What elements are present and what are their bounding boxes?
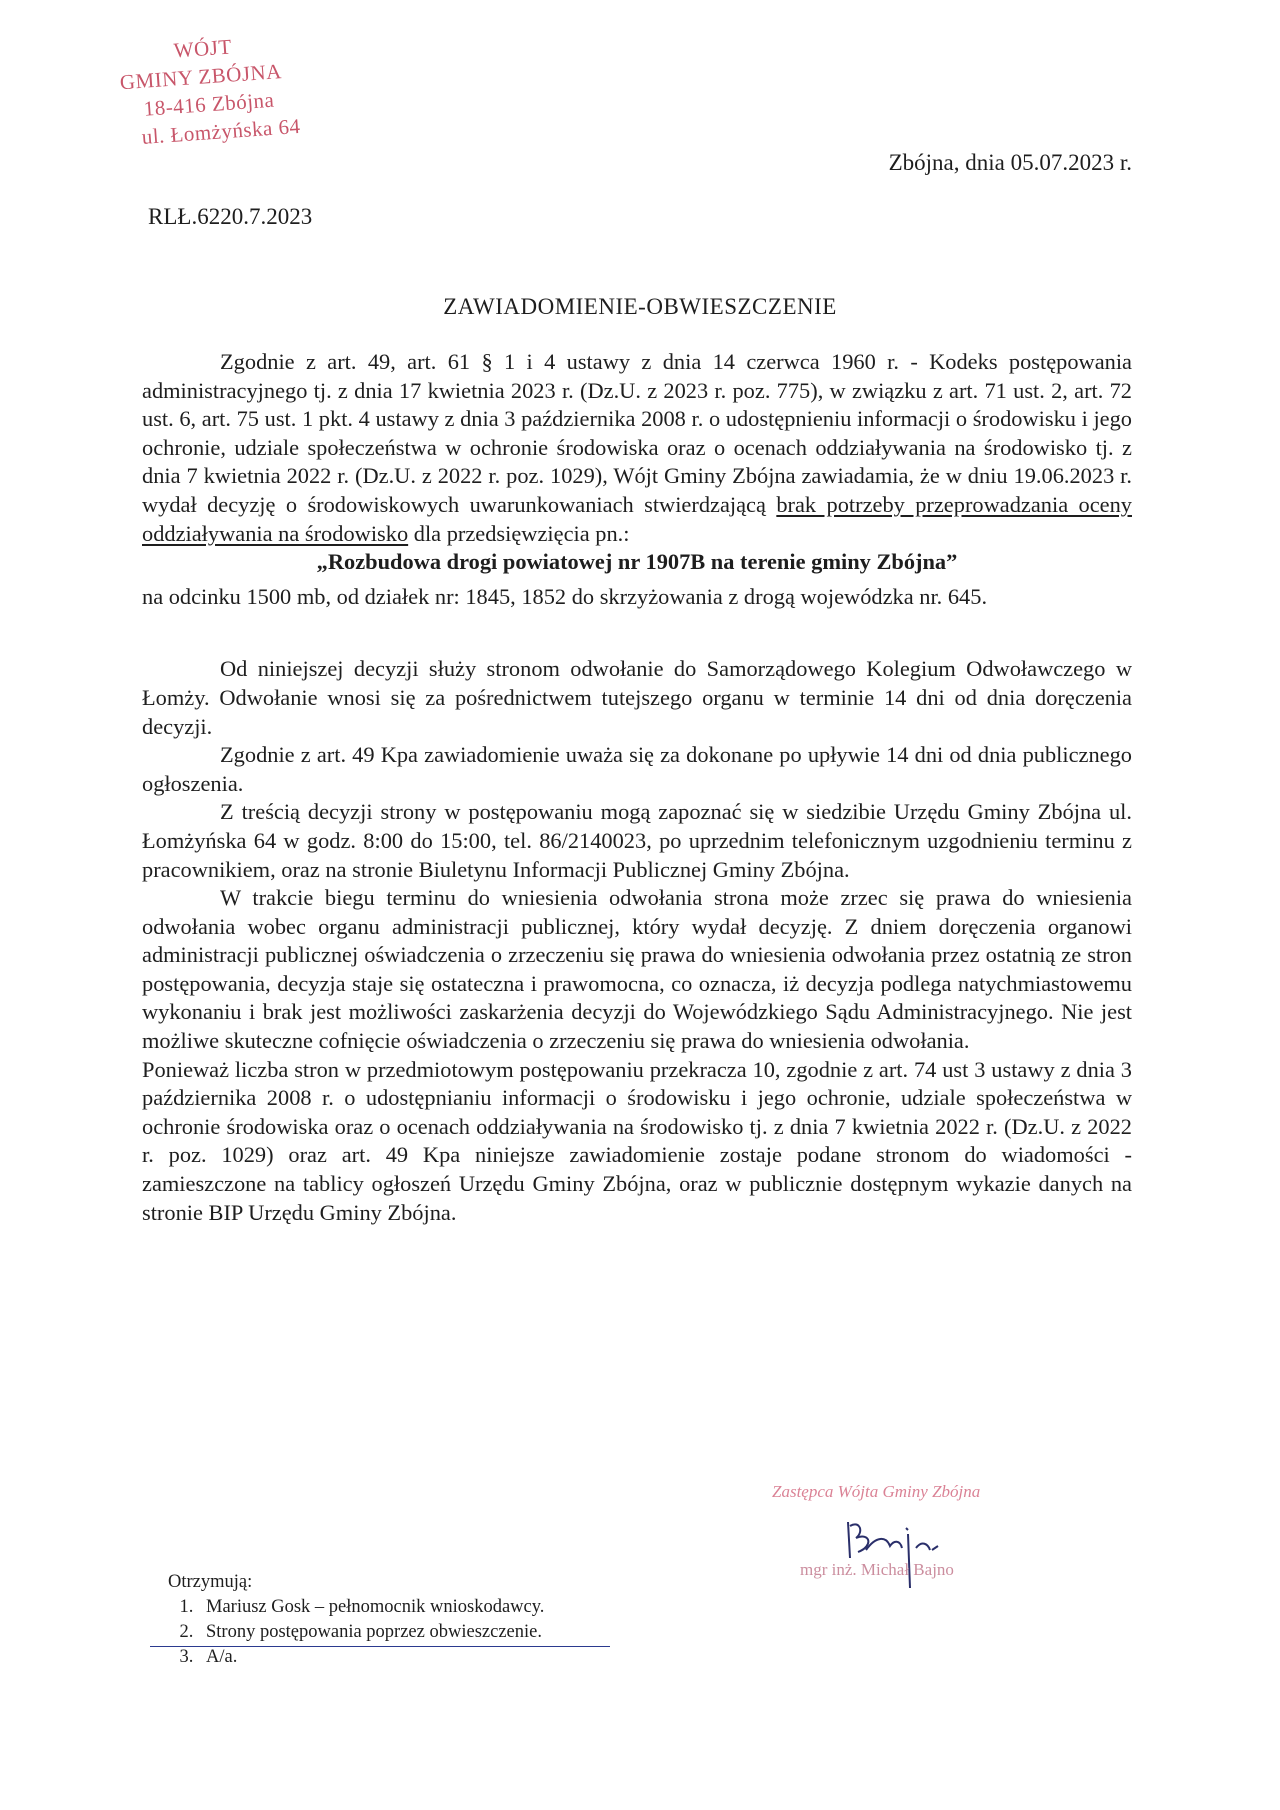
recipients-list bbox=[168, 1570, 544, 1670]
recipients-items bbox=[168, 1595, 544, 1670]
recipient-item: 3. A/a. bbox=[198, 1645, 544, 1670]
recipient-item: 1. Mariusz Gosk – pełnomocnik wnioskodawcy. bbox=[198, 1595, 544, 1620]
paragraphs-section bbox=[142, 655, 1132, 1227]
paragraph-waiver: W trakcie biegu terminu do wniesienia odwołania strona może zrzec się prawa do wniesienia odwołania wobec organu administracji publicznej, który wydał decyzję. Z dniem doręczenia organowi administracji publicznej oświadczenia o zrzeczeniu się prawa do wniesienia odwołania przez ostatnią ze stron postępowania, decyzja staje się ostateczna i prawomocna, co oznacza, iż decyzja podlega natychmiastowemu wykonaniu i brak jest możliwości zaskarżenia decyzji do Wojewódzkiego Sądu Administracyjnego. Nie jest możliwe skuteczne cofnięcie oświadczenia o zrzeczeniu się prawa do wniesienia odwołania. bbox=[142, 885, 1132, 1054]
paragraph-notice: Zgodnie z art. 49 Kpa zawiadomienie uważa się za dokonane po upływie 14 dni od dnia publicznego ogłoszenia. bbox=[142, 742, 1132, 796]
recipient-item: 2. Strony postępowania poprzez obwieszczenie. bbox=[198, 1620, 544, 1645]
project-scope: na odcinku 1500 mb, od działek nr: 1845, 1852 do skrzyżowania z drogą wojewódzka nr. 645. bbox=[142, 583, 988, 609]
stamp-line: ul. Łomżyńska 64 bbox=[140, 113, 302, 149]
document-title: ZAWIADOMIENIE-OBWIESZCZENIE bbox=[443, 294, 837, 319]
signatory-role: Zastępca Wójta Gminy Zbójna bbox=[772, 1482, 981, 1501]
case-number: RLŁ.6220.7.2023 bbox=[148, 204, 313, 229]
paragraph-access: Z treścią decyzji strony w postępowaniu mogą zapoznać się w siedzibie Urzędu Gminy Zbójna ul. Łomżyńska 64 w godz. 8:00 do 15:00, tel. 86/2140023, po uprzednim telefonicznym uzgodnieniu terminu z pracownikiem, oraz na stronie Biuletynu Informacji Publicznej Gminy Zbójna. bbox=[142, 799, 1132, 882]
signatory-name: mgr inż. Michał Bajno bbox=[800, 1560, 954, 1579]
intro-paragraph bbox=[142, 348, 1132, 548]
project-name: „Rozbudowa drogi powiatowej nr 1907B na terenie gminy Zbójna” bbox=[316, 549, 958, 575]
underlined-phrase: brak potrzeby przeprowadzania oceny oddziaływania na środowisko bbox=[142, 491, 1132, 546]
document-body bbox=[142, 348, 1132, 1227]
signature-block bbox=[760, 1482, 1140, 1602]
stamp-line: WÓJT bbox=[172, 34, 233, 63]
paragraph-closing: Ponieważ liczba stron w przedmiotowym postępowaniu przekracza 10, zgodnie z art. 74 ust 3 ustawy z dnia 3 października 2008 r. o udostępnianiu informacji o środowisku i jego ochronie, udziale społeczeństwa w ochronie środowiska oraz o ocenach oddziaływania na środowisko tj. z dnia 7 kwietnia 2022 r. (Dz.U. z 2022 r. poz. 1029) oraz art. 49 Kpa niniejsze zawiadomienie zostaje podane stronom do wiadomości - zamieszczone na tablicy ogłoszeń Urzędu Gminy Zbójna, oraz w publicznie dostępnym wykazie danych na stronie BIP Urzędu Gminy Zbójna. bbox=[142, 1056, 1132, 1225]
intro-text: Zgodnie z art. 49, art. 61 § 1 i 4 ustawy z dnia 14 czerwca 1960 r. - Kodeks postępowania administracyjnego tj. z dnia 17 kwietnia 2023 r. (Dz.U. z 2023 r. poz. 775), w związku z art. 71 ust. 2, art. 72 ust. 6, art. 75 ust. 1 pkt. 4 ustawy z dnia 3 października 2008 r. o udostępnieniu informacji o środowisku i jego ochronie, udziale społeczeństwa w ochronie środowiska oraz o ocenach oddziaływania na środowisko tj. z dnia 7 kwietnia 2022 r. (Dz.U. z 2022 r. poz. 1029), Wójt Gminy Zbójna zawiadamia, że w dniu 19.06.2023 r. wydał decyzję o środowiskowych uwarunkowaniach stwierdzającą bbox=[142, 349, 1132, 517]
paragraph-appeal: Od niniejszej decyzji służy stronom odwołanie do Samorządowego Kolegium Odwoławczego w Łomży. Odwołanie wnosi się za pośrednictwem tutejszego organu w terminie 14 dni od dnia doręczenia decyzji. bbox=[142, 656, 1132, 739]
office-stamp bbox=[95, 26, 332, 154]
handwritten-underline bbox=[150, 1646, 610, 1647]
place-and-date: Zbójna, dnia 05.07.2023 r. bbox=[888, 150, 1132, 175]
stamp-line: GMINY ZBÓJNA bbox=[119, 59, 283, 95]
intro-text-end: dla przedsięwzięcia pn.: bbox=[413, 520, 630, 546]
recipients-heading: Otrzymują: bbox=[168, 1572, 253, 1592]
stamp-line: 18-416 Zbójna bbox=[142, 87, 276, 121]
handwritten-signature bbox=[820, 1510, 980, 1600]
